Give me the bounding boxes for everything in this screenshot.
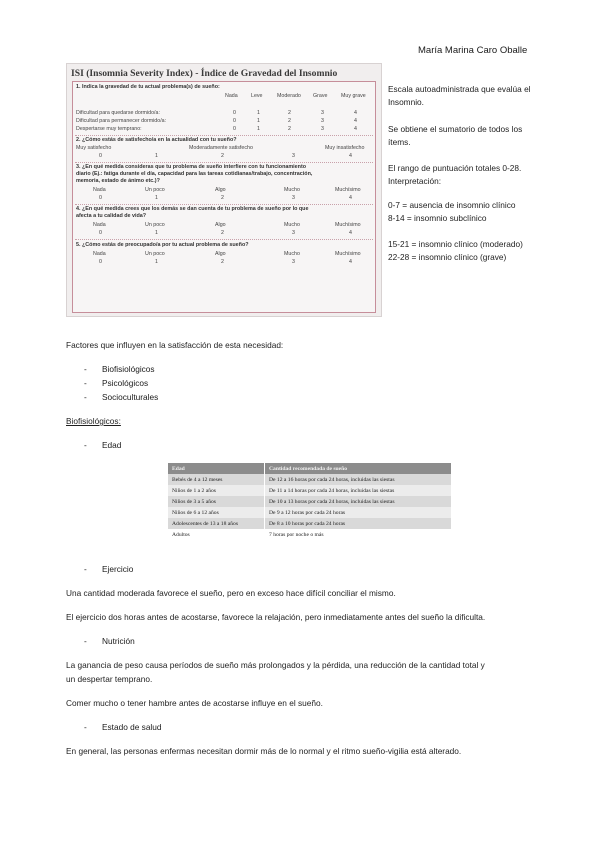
bullet-dash: - xyxy=(84,440,87,450)
sleep-recommendation-table xyxy=(168,463,451,551)
note-line: 0-7 = ausencia de insomnio clínico xyxy=(388,200,516,210)
scale-label: Un poco xyxy=(145,251,165,257)
item-value: 2 xyxy=(288,110,291,116)
bullet-dash: - xyxy=(84,378,87,388)
table-cell: Adultos xyxy=(168,529,265,540)
factors-heading: Factores que influyen en la satisfacción de esta necesidad: xyxy=(66,340,284,350)
table-header: Cantidad recomendada de sueño xyxy=(265,463,452,474)
divider xyxy=(75,135,373,136)
item-value: 1 xyxy=(155,153,158,159)
item-value: 0 xyxy=(99,259,102,265)
isi-q4-values xyxy=(73,230,375,237)
edad-label: Edad xyxy=(102,440,122,450)
isi-q4 xyxy=(76,206,372,220)
isi-q2-scale xyxy=(73,145,375,152)
scale-label: Muy insatisfecho xyxy=(325,145,365,151)
item-value: 2 xyxy=(221,230,224,236)
scale-label: Muy grave xyxy=(341,93,366,99)
table-cell: Bebés de 4 a 12 meses xyxy=(168,474,265,485)
table-row xyxy=(168,474,451,485)
factor-item: Psicológicos xyxy=(102,378,149,388)
table-row xyxy=(168,485,451,496)
isi-q2-values xyxy=(73,153,375,160)
item-value: 4 xyxy=(349,259,352,265)
nutricion-paragraph: un despertar temprano. xyxy=(66,674,153,684)
note-clinico: 15-21 = insomnio clínico (moderado) 22-28 = insomnio clínico (grave) xyxy=(388,239,523,262)
item-value: 3 xyxy=(292,259,295,265)
scale-label: Nada xyxy=(93,187,106,193)
scale-label: Leve xyxy=(251,93,263,99)
table-cell: De 9 a 12 horas por cada 24 horas xyxy=(265,507,452,518)
item-value: 0 xyxy=(99,230,102,236)
table-cell: Niños de 3 a 5 años xyxy=(168,496,265,507)
isi-q1-item xyxy=(73,118,375,125)
scale-label: Moderado xyxy=(277,93,301,99)
isi-q3-line: 3. ¿En qué medida consideras que tu problema de sueño interfiere con tu funcionamiento xyxy=(76,164,307,170)
isi-q5-scale xyxy=(73,251,375,258)
bio-heading: Biofisiológicos: xyxy=(66,416,121,426)
bullet-dash: - xyxy=(84,636,87,646)
scale-label: Algo xyxy=(215,222,226,228)
isi-q3-scale xyxy=(73,187,375,194)
item-value: 1 xyxy=(257,126,260,132)
isi-q4-scale xyxy=(73,222,375,229)
item-value: 1 xyxy=(155,195,158,201)
table-cell: Niños de 6 a 12 años xyxy=(168,507,265,518)
item-value: 4 xyxy=(349,153,352,159)
scale-label: Nada xyxy=(93,222,106,228)
isi-title: ISI (Insomnia Severity Index) - Índice de Gravedad del Insomnio xyxy=(71,68,338,79)
nutricion-paragraph: Comer mucho o tener hambre antes de acostarse influye en el sueño. xyxy=(66,698,323,708)
bullet-dash: - xyxy=(84,392,87,402)
scale-label: Nada xyxy=(225,93,238,99)
item-value: 0 xyxy=(99,195,102,201)
factor-item: Biofisiológicos xyxy=(102,364,155,374)
ejercicio-label: Ejercicio xyxy=(102,564,134,574)
table-row xyxy=(168,507,451,518)
scale-label: Un poco xyxy=(145,187,165,193)
note-interpretacion xyxy=(388,199,533,225)
isi-box xyxy=(72,81,376,313)
item-value: 4 xyxy=(354,110,357,116)
bullet-dash: - xyxy=(84,364,87,374)
item-value: 3 xyxy=(292,230,295,236)
item-value: 4 xyxy=(349,195,352,201)
item-value: 1 xyxy=(155,230,158,236)
isi-q3-line: diario (Ej.: fatiga durante el día, capacidad para las tareas cotidianas/trabajo, concentración, xyxy=(76,171,313,177)
scale-label: Muy satisfecho xyxy=(76,145,112,151)
item-value: 2 xyxy=(221,153,224,159)
item-label: Dificultad para quedarse dormido/a: xyxy=(76,110,160,116)
note-sumatorio: Se obtiene el sumatorio de todos los ítems. xyxy=(388,124,523,147)
table-cell: Adolescentes de 13 a 18 años xyxy=(168,518,265,529)
table-cell: Niños de 1 a 2 años xyxy=(168,485,265,496)
item-value: 3 xyxy=(292,195,295,201)
item-label: Dificultad para permanecer dormido/a: xyxy=(76,118,167,124)
item-value: 4 xyxy=(354,126,357,132)
isi-q4-line: afecta a tu calidad de vida? xyxy=(76,213,147,219)
author-name: María Marina Caro Oballe xyxy=(418,45,528,56)
note-rango: El rango de puntuación totales 0-28. Interpretación: xyxy=(388,163,522,186)
table-cell: De 12 a 16 horas por cada 24 horas, incluidas las siestas xyxy=(265,474,452,485)
item-value: 4 xyxy=(354,118,357,124)
scale-label: Muchísimo xyxy=(335,187,361,193)
table-cell: De 8 a 10 horas por cada 24 horas xyxy=(265,518,452,529)
isi-q3-line: memoria, estado de ánimo etc.)? xyxy=(76,178,160,184)
item-value: 1 xyxy=(257,110,260,116)
bullet-dash: - xyxy=(84,722,87,732)
isi-q5: 5. ¿Cómo estás de preocupado/a por tu actual problema de sueño? xyxy=(76,242,249,248)
ejercicio-paragraph: Una cantidad moderada favorece el sueño, pero en exceso hace difícil conciliar el mismo. xyxy=(66,588,396,598)
scale-label: Mucho xyxy=(284,222,300,228)
note-line: 8-14 = insomnio subclínico xyxy=(388,213,487,223)
item-value: 4 xyxy=(349,230,352,236)
item-value: 3 xyxy=(321,126,324,132)
table-cell: De 11 a 14 horas por cada 24 horas, incluidas las siestas xyxy=(265,485,452,496)
table-cell: 7 horas por noche o más xyxy=(265,529,452,540)
isi-q5-values xyxy=(73,259,375,266)
table-row xyxy=(168,529,451,540)
bullet-dash: - xyxy=(84,564,87,574)
divider xyxy=(75,239,373,240)
item-value: 3 xyxy=(321,110,324,116)
item-value: 2 xyxy=(221,259,224,265)
ejercicio-paragraph: El ejercicio dos horas antes de acostarse, favorece la relajación, pero inmediatamente antes del sueño la dificulta. xyxy=(66,612,486,622)
isi-q3 xyxy=(76,164,372,185)
isi-q1-item xyxy=(73,110,375,117)
isi-q4-line: 4. ¿En qué medida crees que los demás se dan cuenta de tu problema de sueño por lo que xyxy=(76,206,309,212)
table-row xyxy=(168,518,451,529)
item-label: Despertarse muy temprano: xyxy=(76,126,142,132)
isi-q3-values xyxy=(73,195,375,202)
table-cell: De 10 a 13 horas por cada 24 horas, incluidas las siestas xyxy=(265,496,452,507)
item-value: 3 xyxy=(321,118,324,124)
table-header: Edad xyxy=(168,463,265,474)
table-header-row xyxy=(168,463,451,474)
scale-label: Grave xyxy=(313,93,328,99)
isi-q1: 1. Indica la gravedad de tu actual problema(s) de sueño: xyxy=(76,84,220,90)
table-row xyxy=(168,496,451,507)
note-escala: Escala autoadministrada que evalúa el Insomnio. xyxy=(388,84,531,107)
salud-paragraph: En general, las personas enfermas necesitan dormir más de lo normal y el ritmo sueño-vigilia está alterado. xyxy=(66,746,462,756)
nutricion-label: Nutrición xyxy=(102,636,135,646)
scale-label: Algo xyxy=(215,187,226,193)
item-value: 1 xyxy=(155,259,158,265)
divider xyxy=(75,162,373,163)
item-value: 3 xyxy=(292,153,295,159)
item-value: 0 xyxy=(99,153,102,159)
scale-label: Algo xyxy=(215,251,226,257)
item-value: 1 xyxy=(257,118,260,124)
isi-q1-item xyxy=(73,126,375,133)
divider xyxy=(75,204,373,205)
scale-label: Muchísimo xyxy=(335,222,361,228)
isi-q1-scale xyxy=(73,93,375,100)
item-value: 0 xyxy=(233,126,236,132)
scale-label: Mucho xyxy=(284,251,300,257)
isi-questionnaire-image xyxy=(66,63,382,317)
item-value: 0 xyxy=(233,118,236,124)
scale-label: Nada xyxy=(93,251,106,257)
item-value: 2 xyxy=(221,195,224,201)
nutricion-paragraph: La ganancia de peso causa períodos de sueño más prolongados y la pérdida, una reducción de la cantidad total y xyxy=(66,660,485,670)
scale-label: Un poco xyxy=(145,222,165,228)
scale-label: Moderadamente satisfecho xyxy=(189,145,253,151)
factor-item: Socioculturales xyxy=(102,392,159,402)
scale-label: Mucho xyxy=(284,187,300,193)
item-value: 0 xyxy=(233,110,236,116)
isi-q2: 2. ¿Cómo estás de satisfecho/a en la actualidad con tu sueño? xyxy=(76,137,237,143)
item-value: 2 xyxy=(288,126,291,132)
scale-label: Muchísimo xyxy=(335,251,361,257)
item-value: 2 xyxy=(288,118,291,124)
salud-label: Estado de salud xyxy=(102,722,162,732)
